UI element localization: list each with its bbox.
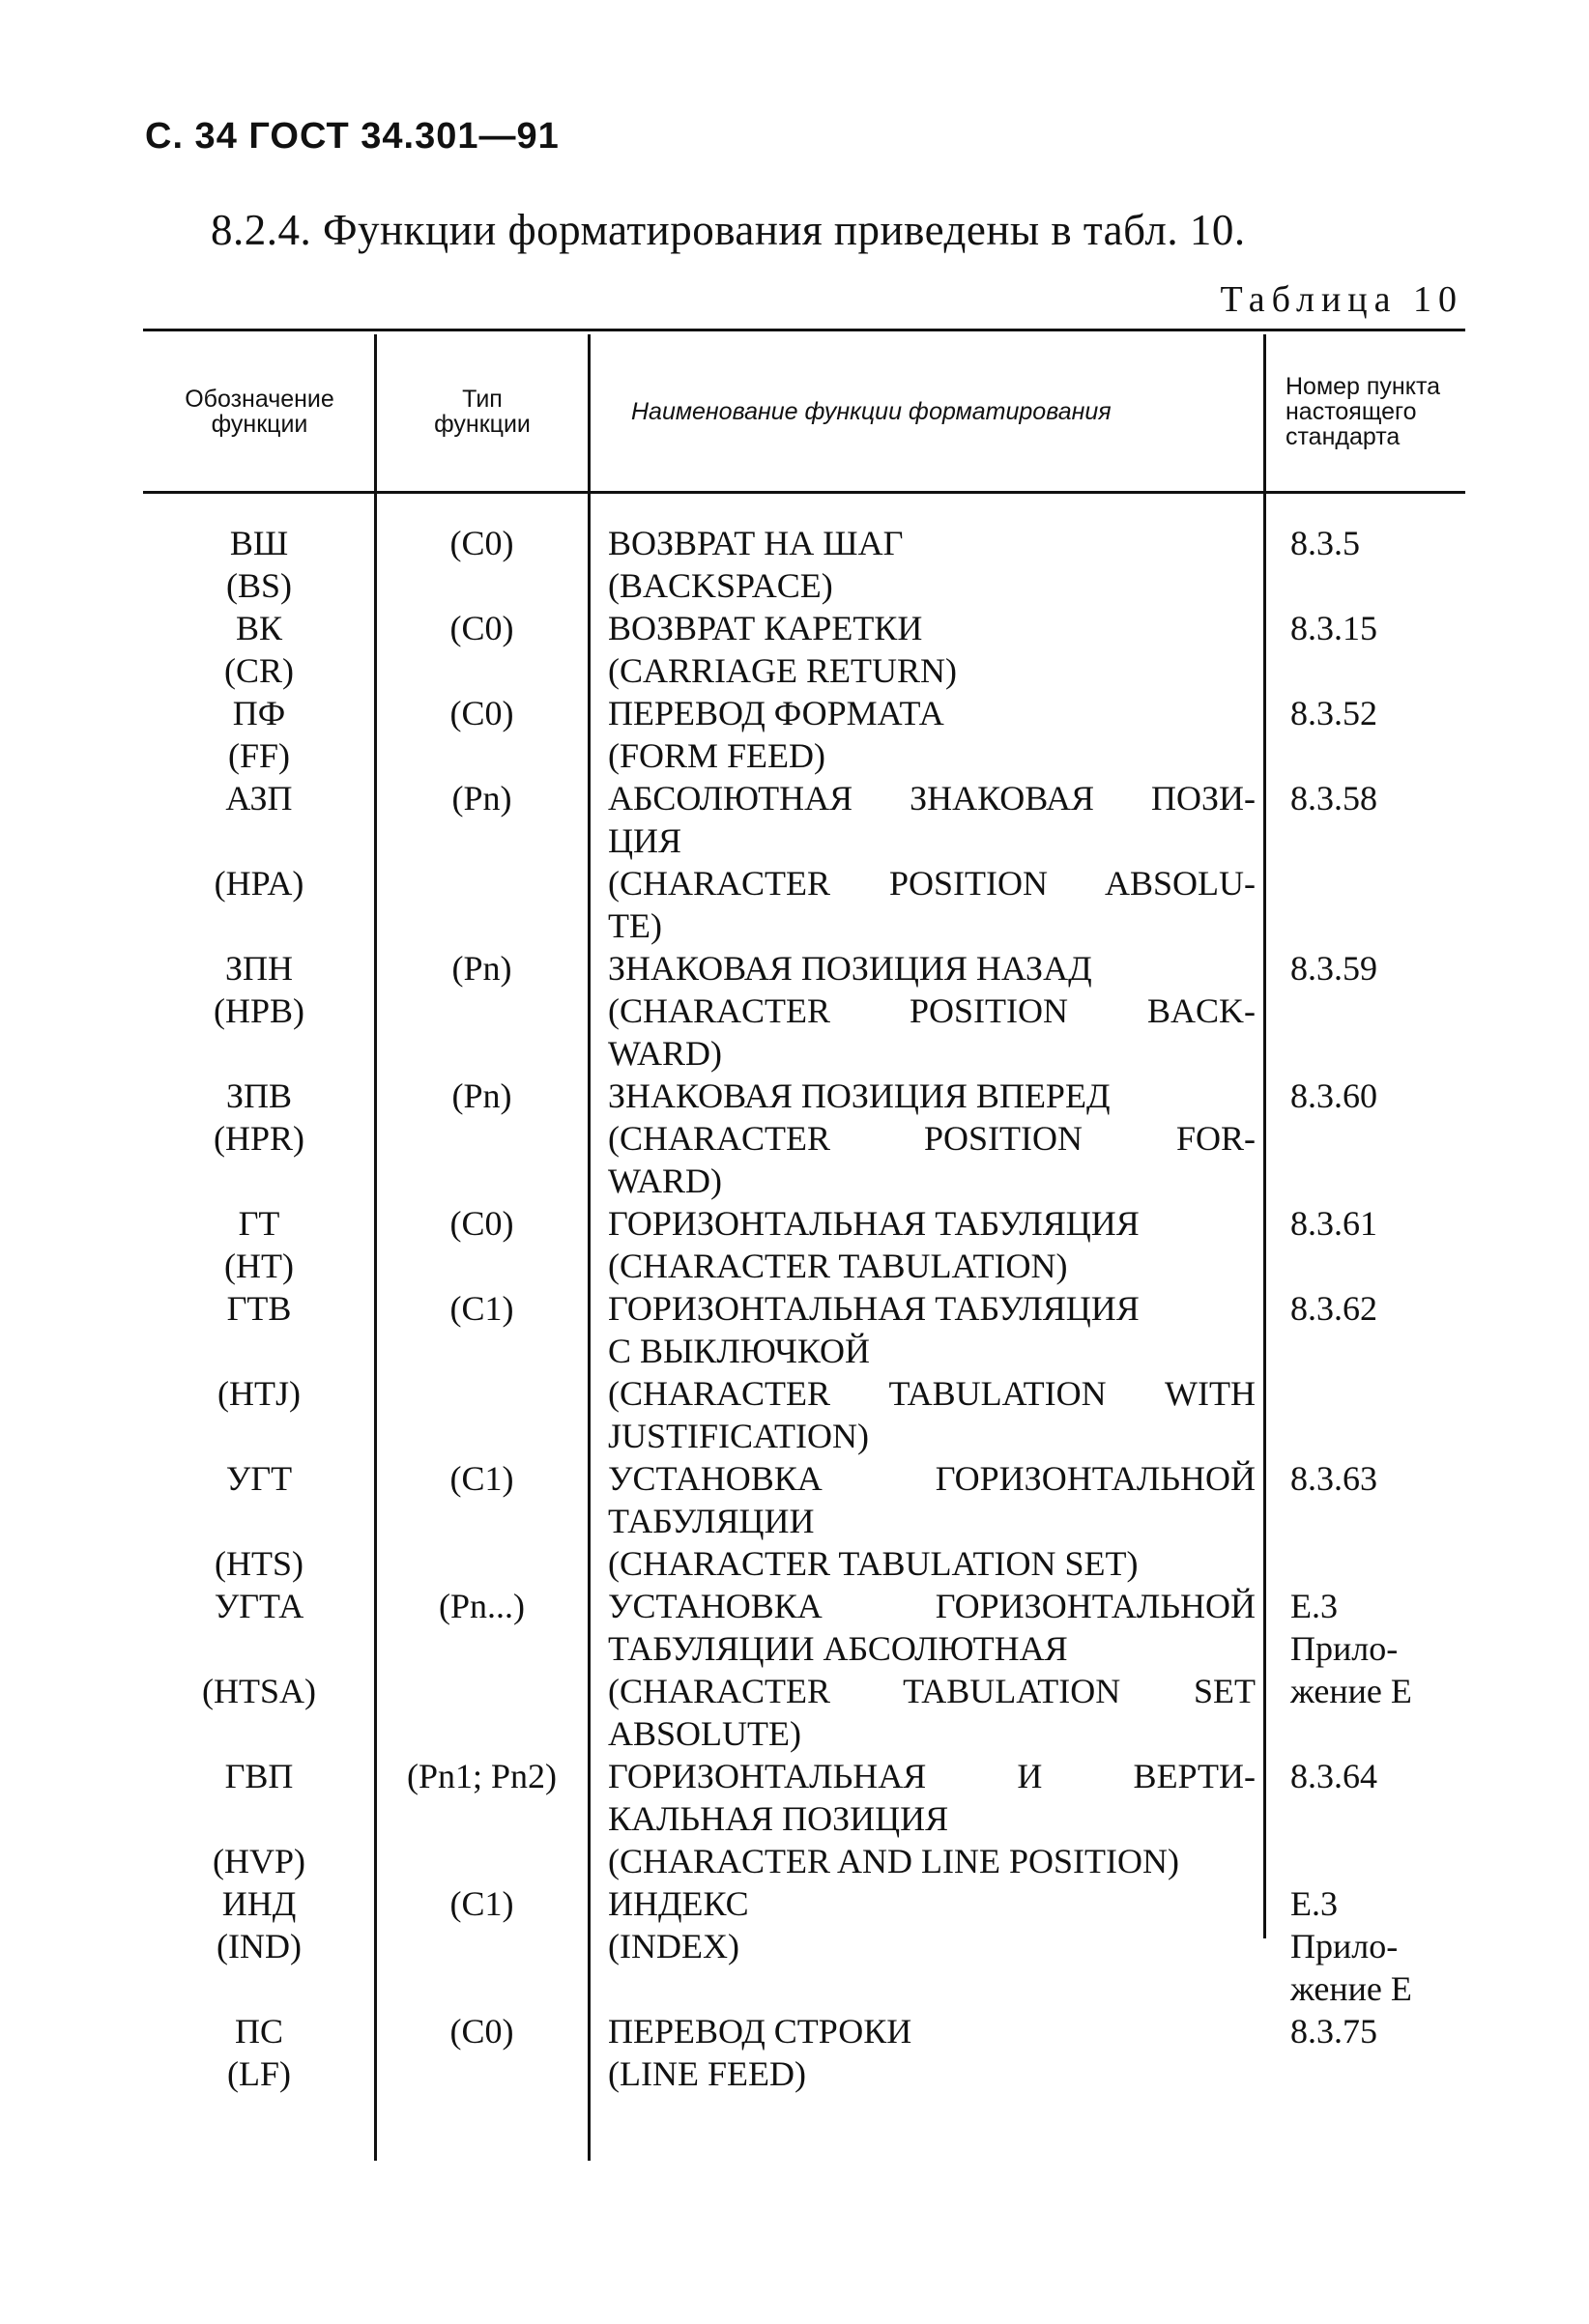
function-name-cell-line: УСТАНОВКА ГОРИЗОНТАЛЬНОЙ bbox=[608, 1459, 1256, 1498]
designation-cell bbox=[143, 1075, 375, 1202]
table-row bbox=[143, 692, 1465, 777]
function-name-cell-line: ВОЗВРАТ НА ШАГ bbox=[608, 524, 904, 562]
table-row bbox=[143, 1202, 1465, 1287]
function-name-cell-line: ЗНАКОВАЯ ПОЗИЦИЯ ВПЕРЕД bbox=[608, 1076, 1111, 1115]
function-name-cell-line: ABSOLUTE) bbox=[608, 1714, 801, 1753]
clause-cell-line: 8.3.62 bbox=[1290, 1289, 1377, 1328]
table-row bbox=[143, 2010, 1465, 2095]
designation-cell-line: (HPB) bbox=[213, 991, 304, 1030]
table-row bbox=[143, 947, 1465, 1075]
function-name-cell-line: (CHARACTER TABULATION) bbox=[608, 1247, 1068, 1285]
clause-cell-line: Прило- bbox=[1290, 1927, 1399, 1965]
designation-cell-line: (CR) bbox=[224, 651, 294, 690]
function-name-cell-line: КАЛЬНАЯ ПОЗИЦИЯ bbox=[608, 1799, 949, 1838]
function-name-cell-line: ТАБУЛЯЦИИ АБСОЛЮТНАЯ bbox=[608, 1629, 1068, 1668]
designation-cell bbox=[143, 1287, 375, 1457]
function-name-cell-line: ГОРИЗОНТАЛЬНАЯ И ВЕРТИ- bbox=[608, 1757, 1256, 1795]
function-name-cell-line: (BACKSPACE) bbox=[608, 566, 833, 605]
type-cell: (C0) bbox=[449, 524, 514, 562]
designation-cell-line: (HTJ) bbox=[217, 1374, 301, 1413]
type-cell: (C0) bbox=[449, 2012, 514, 2051]
clause-cell-line: жение Е bbox=[1290, 1672, 1412, 1710]
clause-cell bbox=[1256, 1202, 1449, 1287]
designation-cell-line: ВК bbox=[235, 609, 283, 647]
function-name-cell-line: (CHARACTER POSITION FOR- bbox=[608, 1119, 1256, 1158]
designation-cell-line: ПС bbox=[234, 2012, 283, 2051]
designation-cell bbox=[143, 1457, 375, 1585]
function-name-cell-line: УСТАНОВКА ГОРИЗОНТАЛЬНОЙ bbox=[608, 1587, 1256, 1625]
designation-cell bbox=[143, 1202, 375, 1287]
clause-cell bbox=[1256, 1755, 1449, 1882]
designation-cell bbox=[143, 522, 375, 607]
clause-cell bbox=[1256, 777, 1449, 947]
clause-cell-line: 8.3.58 bbox=[1290, 779, 1377, 818]
clause-cell-line: Е.3 bbox=[1290, 1884, 1338, 1923]
intro-paragraph: 8.2.4. Функции форматирования приведены в табл. 10. bbox=[211, 206, 1246, 254]
clause-cell-line: Прило- bbox=[1290, 1629, 1399, 1668]
designation-cell-line: ГТВ bbox=[226, 1289, 292, 1328]
clause-cell-line: 8.3.59 bbox=[1290, 949, 1377, 988]
function-name-cell bbox=[589, 777, 1256, 947]
designation-cell-line: (FF) bbox=[227, 736, 291, 775]
table-row bbox=[143, 1585, 1465, 1755]
designation-cell-line: ЗПН bbox=[224, 949, 294, 988]
designation-cell bbox=[143, 1585, 375, 1755]
table-header-rule bbox=[143, 491, 1465, 494]
clause-cell bbox=[1256, 947, 1449, 1075]
table-label: Таблица 10 bbox=[1220, 279, 1463, 320]
type-cell: (Pn) bbox=[451, 949, 512, 988]
function-name-cell bbox=[589, 607, 1256, 692]
function-name-cell-line: ТАБУЛЯЦИИ bbox=[608, 1502, 815, 1540]
table-row bbox=[143, 777, 1465, 947]
table-row bbox=[143, 1075, 1465, 1202]
designation-cell-line: (BS) bbox=[225, 566, 292, 605]
table-row bbox=[143, 1755, 1465, 1882]
header-name-text: Наименование функции форматирования bbox=[631, 397, 1112, 425]
function-name-cell-line: ГОРИЗОНТАЛЬНАЯ ТАБУЛЯЦИЯ bbox=[608, 1204, 1140, 1243]
function-name-cell-line: WARD) bbox=[608, 1034, 722, 1073]
function-name-cell-line: TE) bbox=[608, 906, 662, 945]
clause-cell-line: 8.3.61 bbox=[1290, 1204, 1377, 1243]
type-cell: (C1) bbox=[449, 1289, 514, 1328]
function-name-cell bbox=[589, 1075, 1256, 1202]
designation-cell-line bbox=[143, 1797, 375, 1840]
designation-cell-line: (HVP) bbox=[213, 1842, 305, 1880]
table-row bbox=[143, 522, 1465, 607]
designation-cell bbox=[143, 947, 375, 1075]
function-name-cell-line: (CHARACTER POSITION ABSOLU- bbox=[608, 864, 1256, 903]
function-name-cell-line: С ВЫКЛЮЧКОЙ bbox=[608, 1332, 870, 1370]
function-name-cell bbox=[589, 1882, 1256, 2010]
designation-cell bbox=[143, 1755, 375, 1882]
clause-cell-line: 8.3.60 bbox=[1290, 1076, 1377, 1115]
function-name-cell-line: (FORM FEED) bbox=[608, 736, 826, 775]
designation-cell-line: (HPA) bbox=[214, 864, 304, 903]
designation-cell-line: (HT) bbox=[224, 1247, 294, 1285]
designation-cell-line: ВШ bbox=[229, 524, 289, 562]
function-name-cell bbox=[589, 1457, 1256, 1585]
designation-cell-line bbox=[143, 819, 375, 862]
clause-cell-line: жение Е bbox=[1290, 1969, 1412, 2008]
function-name-cell bbox=[589, 1287, 1256, 1457]
function-name-cell bbox=[589, 1585, 1256, 1755]
function-name-cell bbox=[589, 1755, 1256, 1882]
designation-cell-line: ЗПВ bbox=[225, 1076, 293, 1115]
designation-cell-line: УГТ bbox=[225, 1459, 293, 1498]
type-cell: (C0) bbox=[449, 1204, 514, 1243]
function-name-cell bbox=[589, 522, 1256, 607]
function-name-cell-line: ВОЗВРАТ КАРЕТКИ bbox=[608, 609, 923, 647]
designation-cell bbox=[143, 2010, 375, 2095]
header-name bbox=[591, 334, 1259, 489]
function-name-cell-line: ПЕРЕВОД ФОРМАТА bbox=[608, 694, 944, 732]
designation-cell-line: (HPR) bbox=[213, 1119, 304, 1158]
designation-cell bbox=[143, 607, 375, 692]
table-row bbox=[143, 1457, 1465, 1585]
clause-cell bbox=[1256, 692, 1449, 777]
function-name-cell bbox=[589, 2010, 1256, 2095]
type-cell: (Pn...) bbox=[439, 1587, 525, 1625]
function-name-cell bbox=[589, 947, 1256, 1075]
clause-cell bbox=[1256, 1075, 1449, 1202]
designation-cell-line: (HTS) bbox=[215, 1544, 303, 1583]
type-cell: (Pn1; Pn2) bbox=[406, 1757, 558, 1795]
clause-cell bbox=[1256, 607, 1449, 692]
clause-cell bbox=[1256, 1585, 1449, 1755]
clause-cell bbox=[1256, 2010, 1449, 2095]
clause-cell-line: 8.3.63 bbox=[1290, 1459, 1377, 1498]
clause-cell bbox=[1256, 1287, 1449, 1457]
clause-cell-line: 8.3.15 bbox=[1290, 609, 1377, 647]
designation-cell bbox=[143, 692, 375, 777]
designation-cell-line: ПФ bbox=[232, 694, 286, 732]
table-body bbox=[143, 522, 1465, 2095]
function-name-cell-line: (CHARACTER TABULATION WITH bbox=[608, 1374, 1256, 1413]
clause-cell bbox=[1256, 1457, 1449, 1585]
header-designation-text: Обозначение функции bbox=[185, 385, 334, 438]
designation-cell-line: (IND) bbox=[217, 1927, 302, 1965]
function-name-cell-line: (CARRIAGE RETURN) bbox=[608, 651, 957, 690]
clause-cell bbox=[1256, 522, 1449, 607]
header-clause bbox=[1266, 334, 1465, 489]
designation-cell-line bbox=[143, 1627, 375, 1670]
type-cell: (Pn) bbox=[451, 1076, 512, 1115]
function-name-cell-line: (INDEX) bbox=[608, 1927, 739, 1965]
type-cell: (Pn) bbox=[451, 779, 512, 818]
designation-cell-line: ГВП bbox=[224, 1757, 294, 1795]
type-cell: (C1) bbox=[449, 1459, 514, 1498]
function-name-cell-line: (CHARACTER TABULATION SET) bbox=[608, 1544, 1139, 1583]
function-name-cell-line: ЦИЯ bbox=[608, 821, 682, 860]
clause-cell-line: Е.3 bbox=[1290, 1587, 1338, 1625]
function-name-cell-line: ИНДЕКС bbox=[608, 1884, 749, 1923]
function-name-cell-line: ЗНАКОВАЯ ПОЗИЦИЯ НАЗАД bbox=[608, 949, 1092, 988]
function-name-cell-line: (CHARACTER POSITION BACK- bbox=[608, 991, 1256, 1030]
header-type bbox=[377, 334, 588, 489]
function-name-cell-line: JUSTIFICATION) bbox=[608, 1417, 869, 1455]
table-row bbox=[143, 1882, 1465, 2010]
function-name-cell-line: (LINE FEED) bbox=[608, 2054, 806, 2093]
function-name-cell bbox=[589, 692, 1256, 777]
table-row bbox=[143, 607, 1465, 692]
designation-cell-line: (HTSA) bbox=[202, 1672, 316, 1710]
clause-cell-line: 8.3.52 bbox=[1290, 694, 1377, 732]
clause-cell-line: 8.3.5 bbox=[1290, 524, 1360, 562]
function-name-cell-line: АБСОЛЮТНАЯ ЗНАКОВАЯ ПОЗИ- bbox=[608, 779, 1256, 818]
function-name-cell-line: WARD) bbox=[608, 1162, 722, 1200]
designation-cell-line: ИНД bbox=[221, 1884, 297, 1923]
function-name-cell-line: ПЕРЕВОД СТРОКИ bbox=[608, 2012, 912, 2051]
clause-cell bbox=[1256, 1882, 1449, 2010]
function-name-cell-line: ГОРИЗОНТАЛЬНАЯ ТАБУЛЯЦИЯ bbox=[608, 1289, 1140, 1328]
designation-cell bbox=[143, 777, 375, 947]
header-designation bbox=[145, 334, 374, 489]
type-cell: (C0) bbox=[449, 609, 514, 647]
table-top-rule bbox=[143, 329, 1465, 331]
designation-cell-line bbox=[143, 1500, 375, 1542]
function-name-cell-line: (CHARACTER TABULATION SET bbox=[608, 1672, 1256, 1710]
type-cell: (C0) bbox=[449, 694, 514, 732]
type-cell: (C1) bbox=[449, 1884, 514, 1923]
designation-cell-line: УГТА bbox=[214, 1587, 304, 1625]
clause-cell-line: 8.3.75 bbox=[1290, 2012, 1377, 2051]
function-name-cell-line: (CHARACTER AND LINE POSITION) bbox=[608, 1842, 1179, 1880]
function-name-cell bbox=[589, 1202, 1256, 1287]
designation-cell-line bbox=[143, 1330, 375, 1372]
header-clause-text: Номер пункта настоящего стандарта bbox=[1286, 372, 1441, 451]
running-head: С. 34 ГОСТ 34.301—91 bbox=[145, 116, 560, 157]
designation-cell-line: АЗП bbox=[225, 779, 293, 818]
table-row bbox=[143, 1287, 1465, 1457]
designation-cell-line: (LF) bbox=[227, 2054, 291, 2093]
header-type-text: Тип функции bbox=[434, 385, 531, 438]
designation-cell-line: ГТ bbox=[238, 1204, 280, 1243]
designation-cell bbox=[143, 1882, 375, 2010]
clause-cell-line: 8.3.64 bbox=[1290, 1757, 1377, 1795]
